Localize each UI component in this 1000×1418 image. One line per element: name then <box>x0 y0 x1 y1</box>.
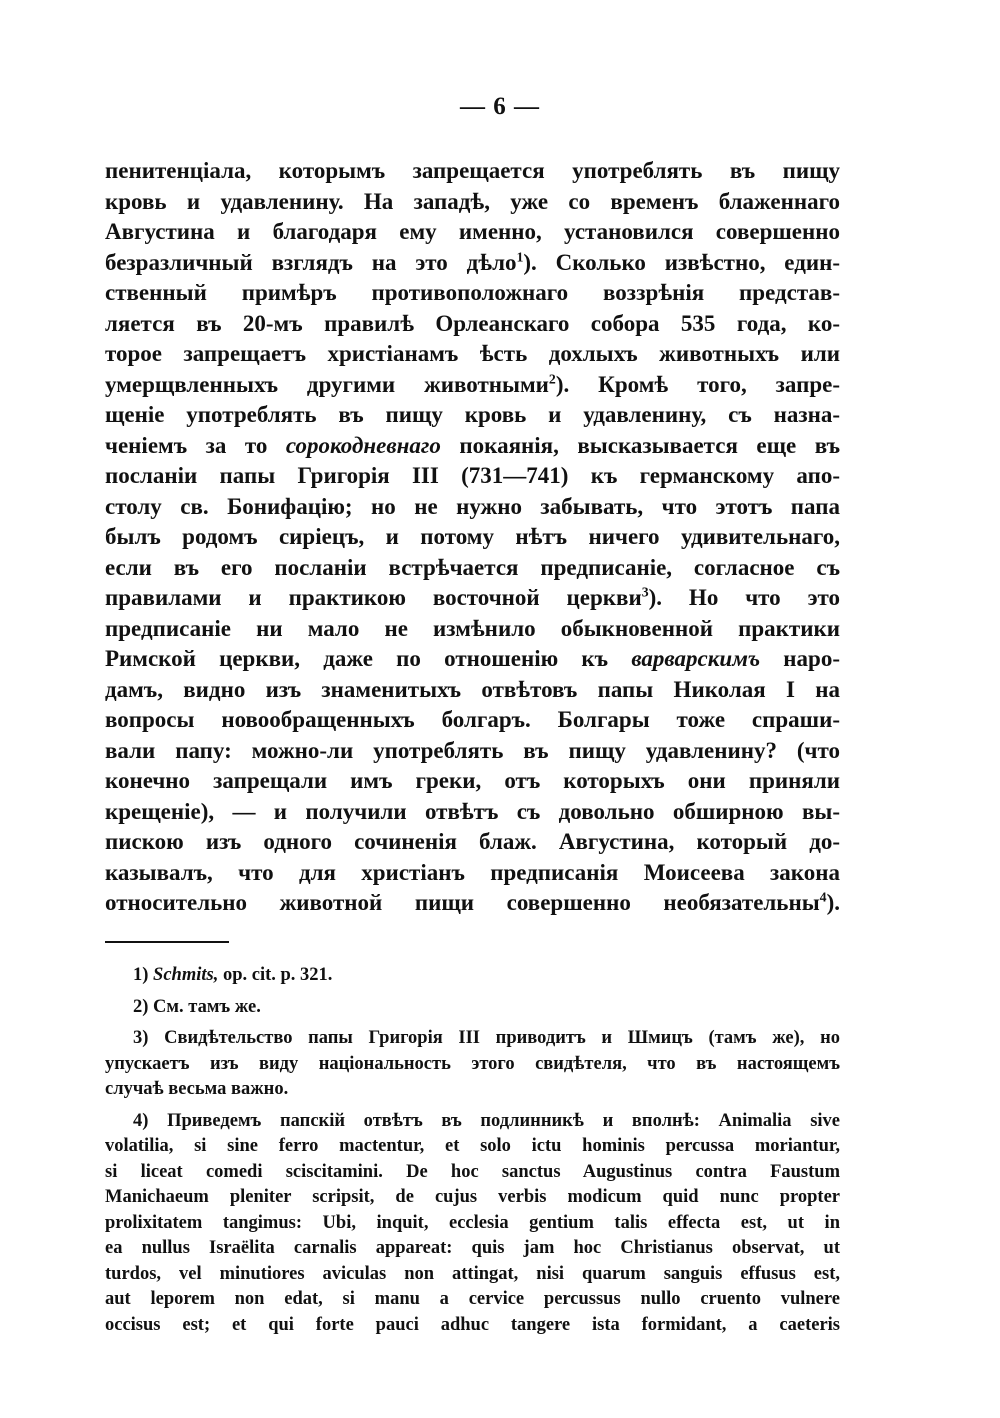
footnote-1 <box>105 963 840 989</box>
text-line: крещеніе), — и получили отвѣтъ съ довольно обширною вы- <box>105 798 840 824</box>
footnote-line: si liceat comedi sciscitamini. De hoc sanctus Augustinus contra Faustum <box>105 1161 840 1182</box>
text-line <box>105 248 840 279</box>
footnote-line: Manichaeum pleniter scripsit, de cujus verbis modicum quid nunc propter <box>105 1187 840 1207</box>
text-line: Августина и благодаря ему именно, установился совершенно <box>105 219 840 244</box>
main-text <box>105 156 840 919</box>
footnote-2 <box>105 995 840 1021</box>
page-number: — 6 — <box>460 93 540 120</box>
footnote-text: См. тамъ же. <box>148 996 261 1017</box>
text-line: ляется въ 20-мъ правилѣ Орлеанскаго собора 535 года, ко- <box>105 310 840 336</box>
footnote-3 <box>105 1026 840 1052</box>
footnote-marker: 3) <box>133 1028 149 1048</box>
italic-term: сорокодневнаго <box>285 432 441 458</box>
text-line: если въ его посланіи встрѣчается предписаніе, согласное съ <box>105 554 840 580</box>
footnote-text: op. cit. p. 321. <box>218 965 333 985</box>
footnote-text: Приведемъ папскій отвѣтъ въ подлинникѣ и вполнѣ: Animalia sive <box>148 1110 840 1131</box>
footnote-line: turdos, vel minutiores aviculas non attingat, nisi quarum sanguis effusus est, <box>105 1263 840 1284</box>
text-segment: ). Но что это <box>648 585 840 610</box>
text-line: посланіи папы Григорія III (731—741) къ германскому апо- <box>105 463 840 488</box>
text-line: торое запрещаетъ христіанамъ ѣсть дохлыхъ животныхъ или <box>105 341 840 366</box>
text-segment: относительно животной пищи совершенно необязательны <box>105 890 820 915</box>
footnote-ref[interactable]: 1 <box>516 248 524 264</box>
text-segment: правилами и практикою восточной церкви <box>105 585 642 610</box>
text-line <box>105 431 840 462</box>
italic-term: варварскимъ <box>631 646 761 671</box>
footnote-marker: 1) <box>133 965 149 985</box>
text-segment: покаянія, высказывается еще въ <box>440 432 840 458</box>
footnote-author: Schmits, <box>153 965 219 985</box>
footnote-line: упускаетъ изъ виду національность этого свидѣтеля, что въ настоящемъ <box>105 1053 840 1074</box>
text-segment: ). Кромѣ того, запре- <box>555 371 840 397</box>
text-line: ственный примѣръ противоположнаго воззрѣнія представ- <box>105 280 840 305</box>
text-line: кровь и удавленину. На западѣ, уже со временъ блаженнаго <box>105 188 840 214</box>
footnote-line: volatilia, si sine ferro mactentur, et solo ictu hominis percussa moriantur, <box>105 1136 840 1156</box>
text-line: вали папу: можно-ли употреблять въ пищу удавленину? (что <box>105 737 840 763</box>
footnote-line: ea nullus Israëlita carnalis appareat: quis jam hoc Christianus observat, ut <box>105 1238 840 1258</box>
text-segment: Римской церкви, даже по отношенію къ <box>105 646 609 671</box>
text-line: вопросы новообращенныхъ болгаръ. Болгары тоже спраши- <box>105 707 840 732</box>
footnotes <box>105 963 840 1338</box>
text-segment: умерщвленныхъ другими животными <box>105 371 549 397</box>
text-line: щеніе употреблять въ пищу кровь и удавленину, съ назна- <box>105 402 840 427</box>
text-segment: наро- <box>760 646 840 671</box>
text-segment: ). Сколько извѣстно, един- <box>523 249 840 275</box>
text-line <box>105 583 840 614</box>
footnote-marker: 4) <box>133 1110 149 1131</box>
text-line: конечно запрещали имъ греки, отъ которыхъ они приняли <box>105 768 840 793</box>
text-line: столу св. Бонифацію; но не нужно забывать, что этотъ папа <box>105 493 840 519</box>
text-line <box>105 644 840 675</box>
text-line <box>105 370 840 401</box>
footnote-ref[interactable]: 4 <box>819 889 827 905</box>
text-segment: ). <box>826 890 840 915</box>
footnote-line: prolixitatem tangimus: Ubi, inquit, ecclesia gentium talis effecta est, ut in <box>105 1212 840 1233</box>
text-line: предписаніе ни мало не измѣнило обыкновенной практики <box>105 615 840 641</box>
footnote-4 <box>105 1109 840 1135</box>
footnote-marker: 2) <box>133 996 149 1017</box>
text-line: пенитенціала, которымъ запрещается употреблять въ пищу <box>105 158 840 183</box>
footnote-ref[interactable]: 2 <box>548 370 556 386</box>
footnote-line: случаѣ весьма важно. <box>105 1079 289 1099</box>
text-line: казывалъ, что для христіанъ предписанія Моисеева закона <box>105 859 840 885</box>
text-segment: безразличный взглядъ на это дѣло <box>105 249 517 275</box>
text-segment: ченіемъ за то <box>105 432 268 458</box>
footnote-text: Свидѣтельство папы Григорія III приводитъ и Шмицъ (тамъ же), но <box>148 1028 840 1048</box>
text-line: пискою изъ одного сочиненія блаж. Августина, который до- <box>105 829 840 854</box>
footnote-line: aut leporem non edat, si manu a cervice percussus nullo cruento vulnere <box>105 1289 840 1309</box>
footnote-line: occisus est; et qui forte pauci adhuc tangere ista formidant, a caeteris <box>105 1314 840 1335</box>
text-line <box>105 888 840 919</box>
footnote-ref[interactable]: 3 <box>641 584 649 600</box>
text-line: былъ родомъ сиріецъ, и потому нѣтъ ничего удивительнаго, <box>105 524 840 549</box>
text-line: дамъ, видно изъ знаменитыхъ отвѣтовъ папы Николая I на <box>105 676 840 702</box>
footnote-divider <box>105 941 229 943</box>
